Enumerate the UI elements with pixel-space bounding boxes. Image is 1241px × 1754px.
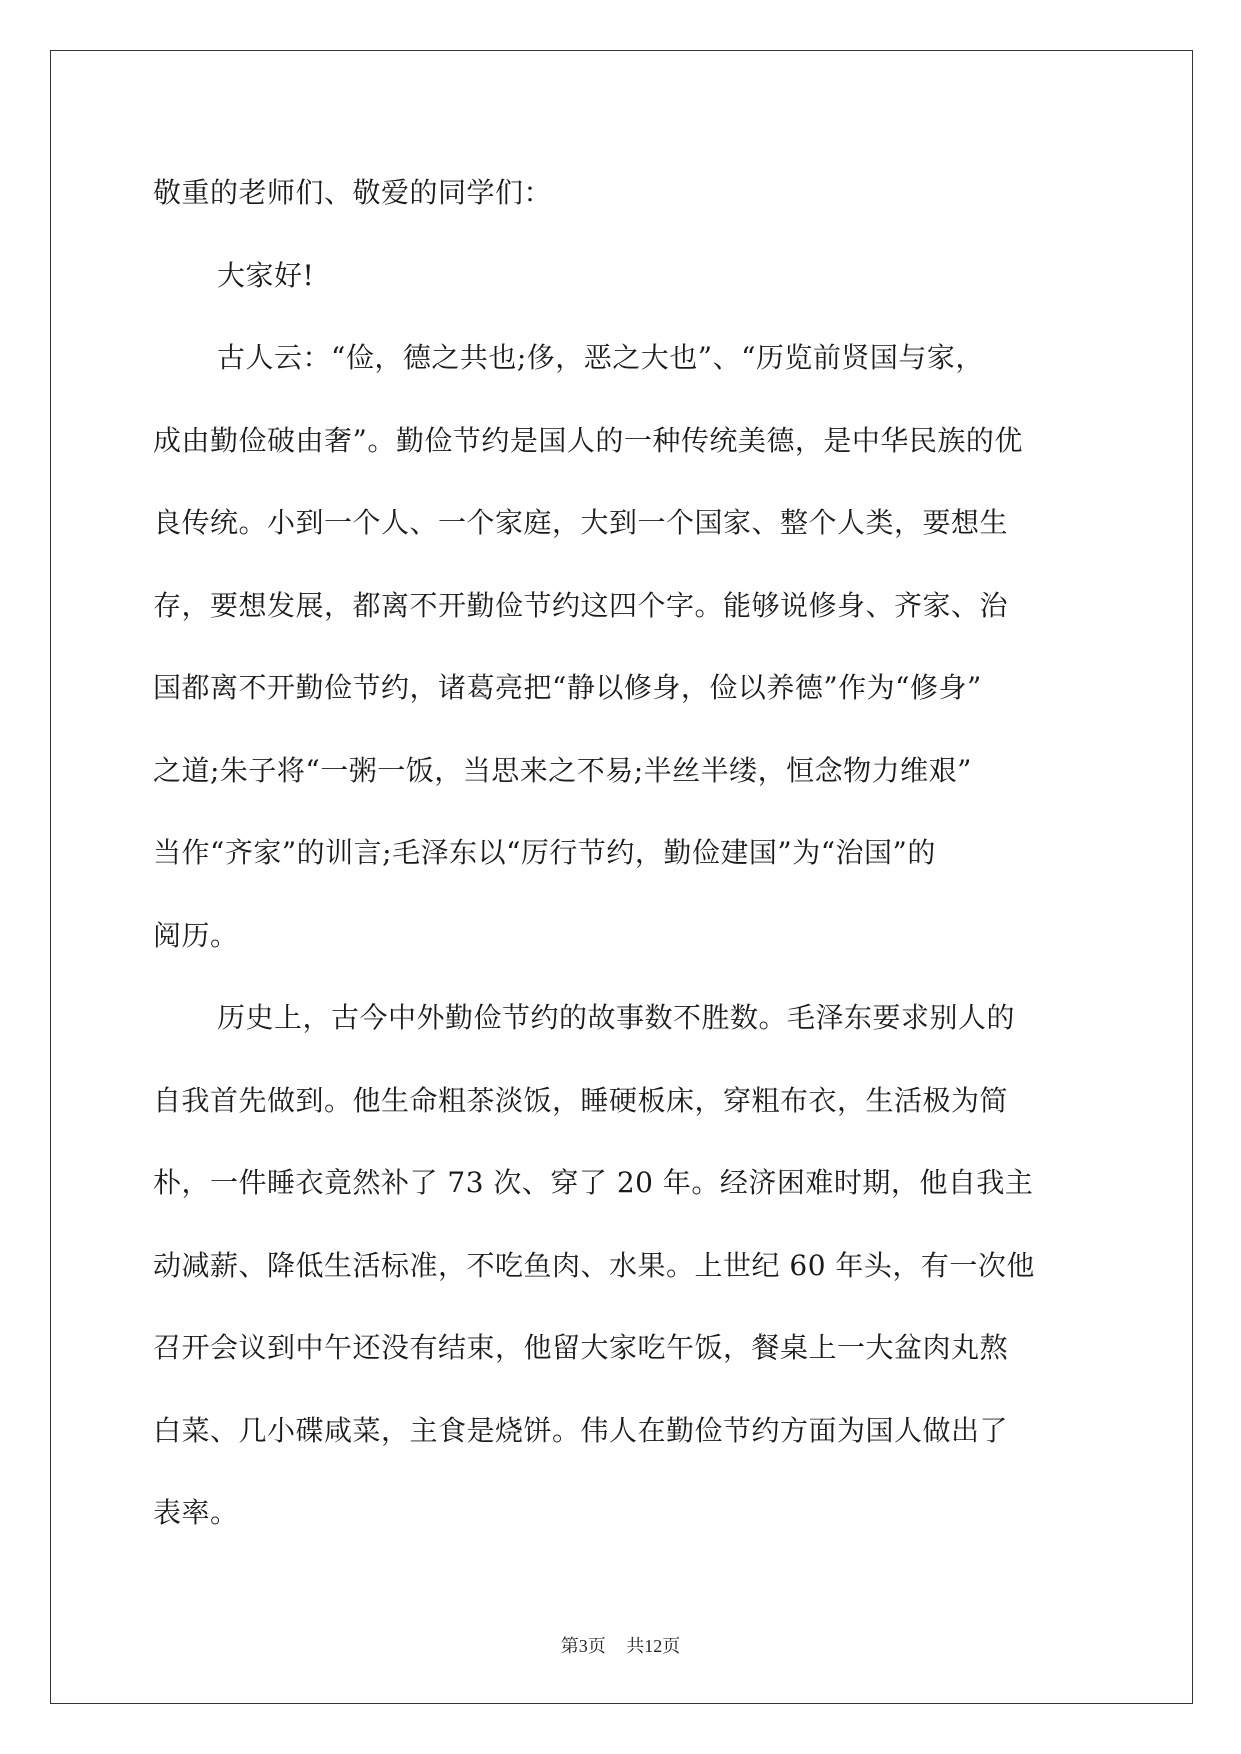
paragraph-line: 表率。	[153, 1496, 239, 1529]
paragraph-line: 良传统。小到一个人、一个家庭，大到一个国家、整个人类，要想生	[153, 506, 1009, 539]
paragraph-2	[153, 985, 1088, 1563]
paragraph-line: 自我首先做到。他生命粗茶淡饭，睡硬板床，穿粗布衣，生活极为简	[153, 1083, 1009, 1117]
paragraph-line: 历史上，古今中外勤俭节约的故事数不胜数。毛泽东要求别人的	[217, 1001, 1016, 1034]
paragraph-line: 阅历。	[153, 918, 239, 952]
page-number-current: 第3页	[560, 1636, 606, 1656]
paragraph-line: 之道;朱子将“一粥一饭，当思来之不易;半丝半缕，恒念物力维艰”	[153, 753, 972, 787]
page-number-total: 共12页	[626, 1636, 681, 1656]
paragraph-line: 召开会议到中午还没有结束，他留大家吃午饭，餐桌上一大盆肉丸熬	[153, 1331, 1009, 1364]
paragraph-line: 成由勤俭破由奢”。勤俭节约是国人的一种传统美德，是中华民族的优	[153, 423, 1023, 457]
paragraph-1	[153, 325, 1088, 985]
paragraph-line: 朴，一件睡衣竟然补了 73 次、穿了 20 年。经济困难时期，他自我主	[153, 1166, 1034, 1199]
paragraph-line: 存，要想发展，都离不开勤俭节约这四个字。能够说修身、齐家、治	[153, 588, 1009, 622]
paragraph-line: 国都离不开勤俭节约，诸葛亮把“静以修身，俭以养德”作为“修身”	[153, 671, 982, 704]
paragraph-line: 当作“齐家”的训言;毛泽东以“厉行节约，勤俭建国”为“治国”的	[153, 836, 936, 869]
salutation: 敬重的老师们、敬爱的同学们：	[153, 176, 553, 209]
paragraph-line: 白菜、几小碟咸菜，主食是烧饼。伟人在勤俭节约方面为国人做出了	[153, 1413, 1009, 1447]
page-footer	[0, 1632, 1241, 1658]
paragraph-line: 动减薪、降低生活标准，不吃鱼肉、水果。上世纪 60 年头，有一次他	[153, 1248, 1035, 1282]
greeting: 大家好!	[217, 258, 315, 292]
document-body	[153, 160, 1088, 1563]
paragraph-line: 古人云：“俭，德之共也;侈，恶之大也”、“历览前贤国与家，	[217, 341, 984, 374]
